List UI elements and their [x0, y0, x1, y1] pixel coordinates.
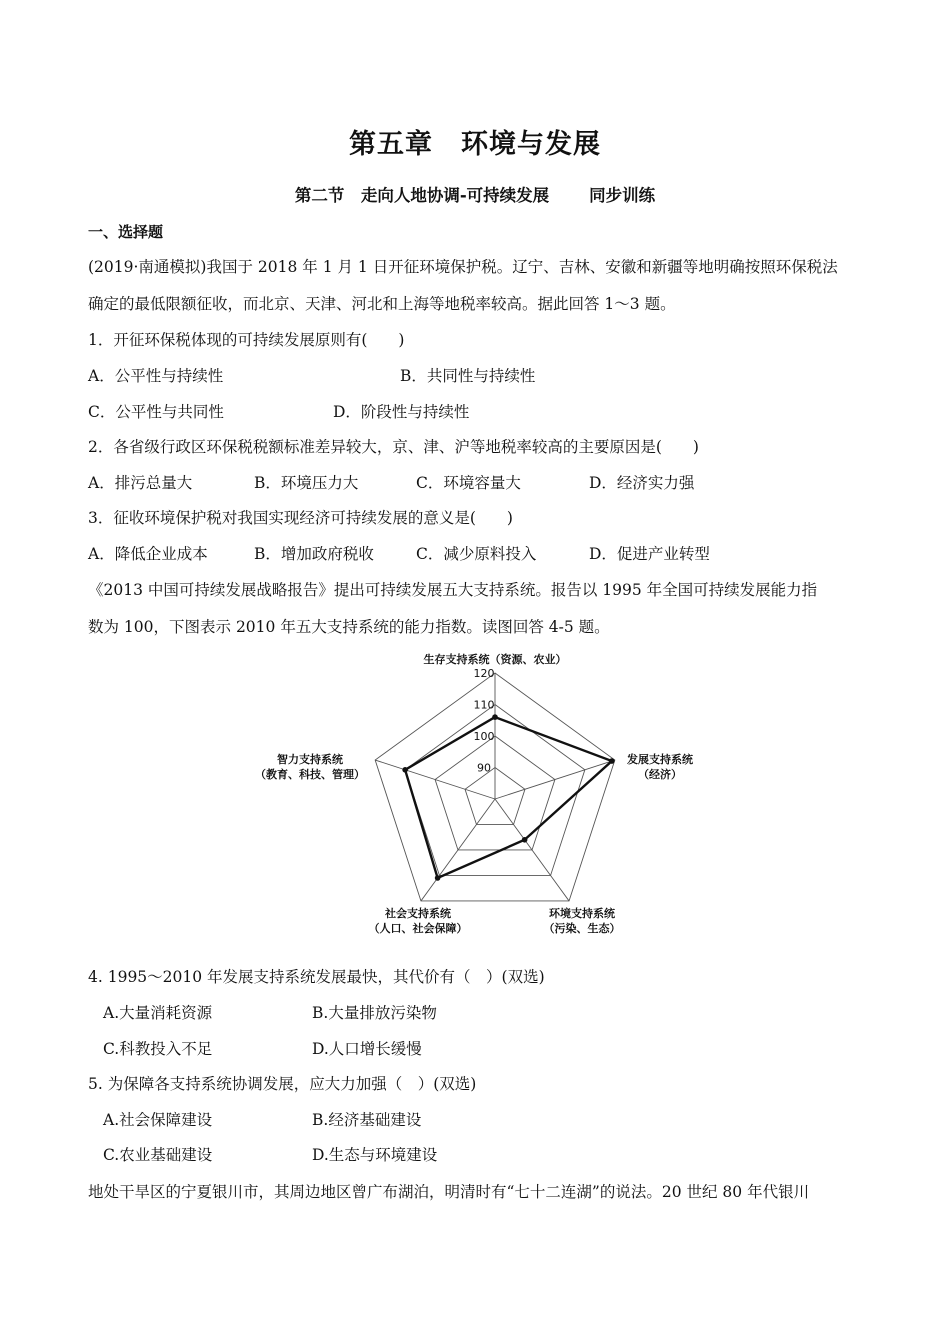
q3-option-d: D．促进产业转型 — [589, 545, 710, 563]
q5-option-a: A.社会保障建设 — [103, 1111, 213, 1129]
q3-option-a: A．降低企业成本 — [88, 545, 208, 563]
q1-option-c: C．公平性与共同性 — [88, 403, 224, 421]
axis-sublabel-1: （经济） — [638, 768, 682, 781]
axis-label-0: 生存支持系统（资源、农业） — [423, 653, 567, 666]
axis-sublabel-2: （污染、生态） — [543, 922, 621, 935]
tick-label-100: 100 — [473, 730, 495, 743]
tick-label-120: 120 — [473, 667, 495, 680]
q2-option-c: C．环境容量大 — [416, 474, 521, 492]
q2-option-a: A．排污总量大 — [88, 474, 193, 492]
q2-stem: 2．各省级行政区环保税税额标准差异较大，京、津、沪等地税率较高的主要原因是( ) — [88, 438, 699, 456]
q2-option-d: D．经济实力强 — [589, 474, 695, 492]
part-heading: 一、选择题 — [88, 223, 164, 241]
q4-option-d: D.人口增长缓慢 — [312, 1040, 422, 1058]
q5-option-c: C.农业基础建设 — [103, 1146, 213, 1164]
material1-line1: (2019·南通模拟)我国于 2018 年 1 月 1 日开征环境保护税。辽宁、吉林、安徽和新疆等地明确按照环保税法 — [88, 258, 838, 276]
q1-stem: 1．开征环保税体现的可持续发展原则有( ) — [88, 331, 405, 349]
q4-option-c: C.科教投入不足 — [103, 1040, 213, 1058]
chapter-title: 第五章 环境与发展 — [349, 129, 601, 160]
axis-sublabel-4: （教育、科技、管理） — [255, 768, 365, 781]
q3-option-b: B．增加政府税收 — [254, 545, 374, 563]
q4-option-b: B.大量排放污染物 — [312, 1004, 437, 1022]
material1-line2: 确定的最低限额征收，而北京、天津、河北和上海等地税率较高。据此回答 1～3 题。 — [88, 295, 676, 313]
data-point-3 — [435, 875, 441, 881]
q4-stem: 4. 1995～2010 年发展支持系统发展最快，其代价有（ ）(双选) — [88, 968, 545, 986]
section-title-main: 第二节 走向人地协调-可持续发展 — [294, 186, 550, 205]
data-point-1 — [609, 758, 615, 764]
section-title — [0, 182, 950, 206]
tick-label-110: 110 — [473, 698, 495, 712]
material2-line1: 《2013 中国可持续发展战略报告》提出可持续发展五大支持系统。报告以 1995 年全国可持续发展能力指 — [88, 581, 818, 599]
q1-option-a: A．公平性与持续性 — [88, 367, 224, 385]
q5-option-b: B.经济基础建设 — [312, 1111, 422, 1129]
axis-spoke-1 — [495, 760, 615, 799]
axis-label-2: 环境支持系统 — [549, 907, 615, 920]
material3-line1: 地处干旱区的宁夏银川市，其周边地区曾广布湖泊，明清时有“七十二连湖”的说法。20 世纪 80 年代银川 — [88, 1183, 810, 1201]
q5-stem: 5. 为保障各支持系统协调发展，应大力加强（ ）(双选) — [88, 1075, 477, 1093]
axis-sublabel-3: （人口、社会保障） — [368, 922, 468, 935]
axis-label-1: 发展支持系统 — [627, 753, 693, 766]
axis-label-3: 社会支持系统 — [385, 907, 451, 920]
section-title-suffix: 同步训练 — [589, 186, 656, 205]
q5-option-d: D.生态与环境建设 — [312, 1146, 438, 1164]
axis-label-4: 智力支持系统 — [277, 753, 343, 766]
q1-option-b: B．共同性与持续性 — [400, 367, 536, 385]
q2-option-b: B．环境压力大 — [254, 474, 359, 492]
data-point-0 — [492, 714, 498, 720]
data-point-2 — [522, 837, 528, 843]
data-series-line — [405, 717, 612, 878]
q3-option-c: C．减少原料投入 — [416, 545, 537, 563]
q4-option-a: A.大量消耗资源 — [103, 1004, 213, 1022]
data-point-4 — [402, 767, 408, 773]
q1-option-d: D．阶段性与持续性 — [333, 403, 470, 421]
radar-chart — [240, 645, 710, 945]
tick-label-90: 90 — [477, 761, 491, 775]
material2-line2: 数为 100，下图表示 2010 年五大支持系统的能力指数。读图回答 4-5 题。 — [88, 618, 610, 636]
q3-stem: 3．征收环境保护税对我国实现经济可持续发展的意义是( ) — [88, 509, 513, 527]
